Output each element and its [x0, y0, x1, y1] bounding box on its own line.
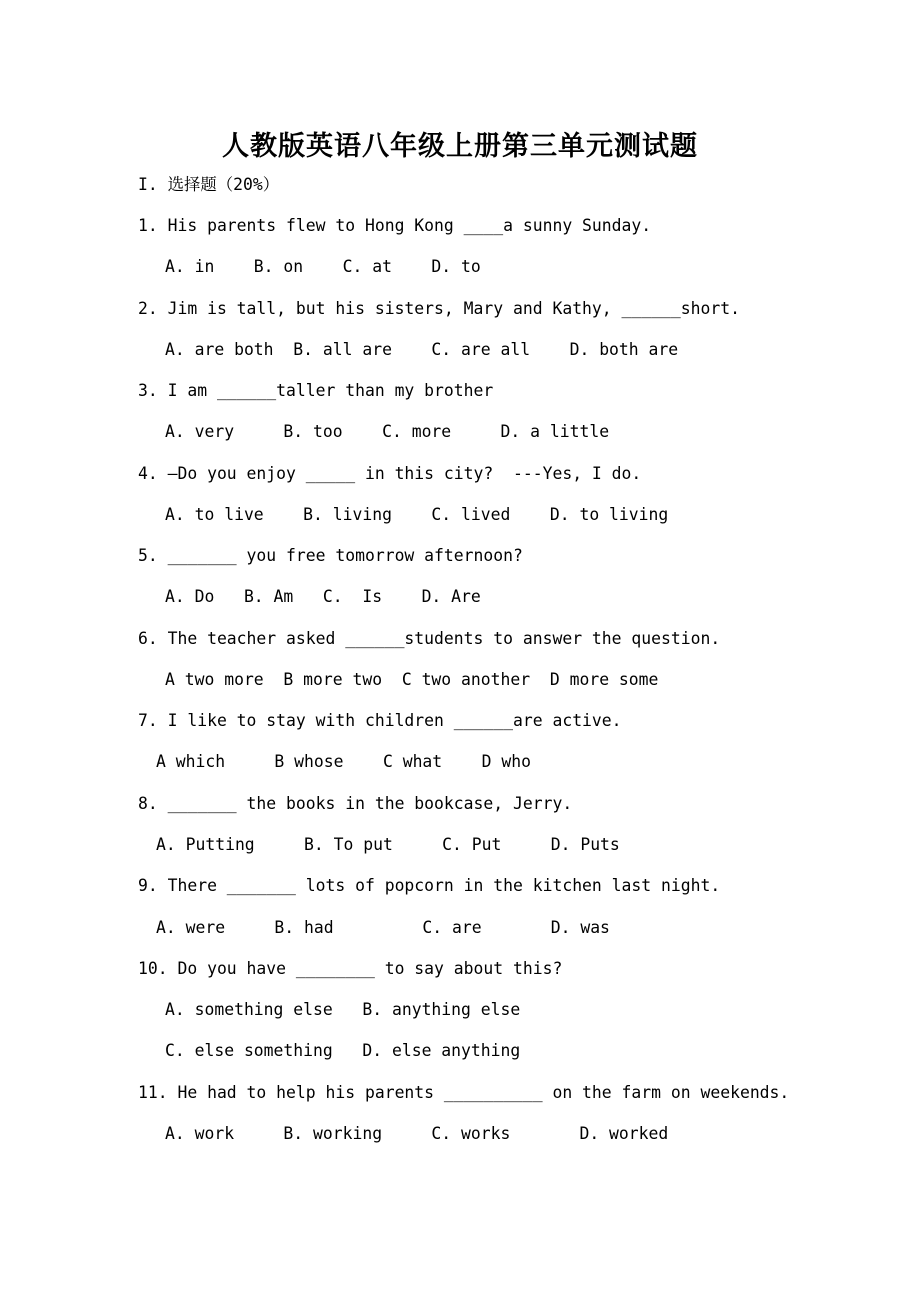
- options-2: A. are both B. all are C. are all D. both are: [165, 340, 679, 359]
- question-5: 5. _______ you free tomorrow afternoon?: [138, 546, 523, 565]
- question-8: 8. _______ the books in the bookcase, Jerry.: [138, 794, 573, 813]
- question-1: 1. His parents flew to Hong Kong ____a sunny Sunday.: [138, 216, 652, 235]
- options-10a: A. something else B. anything else: [165, 1000, 521, 1019]
- section-heading: I. 选择题（20%）: [138, 175, 280, 194]
- options-1: A. in B. on C. at D. to: [165, 257, 481, 276]
- question-4: 4. –Do you enjoy _____ in this city? ---Yes, I do.: [138, 464, 642, 483]
- question-11: 11. He had to help his parents __________ on the farm on weekends.: [138, 1083, 790, 1102]
- options-5: A. Do B. Am C. Is D. Are: [165, 587, 481, 606]
- options-11: A. work B. working C. works D. worked: [165, 1124, 669, 1143]
- options-8: A. Putting B. To put C. Put D. Puts: [156, 835, 620, 854]
- question-9: 9. There _______ lots of popcorn in the kitchen last night.: [138, 876, 721, 895]
- options-3: A. very B. too C. more D. a little: [165, 422, 610, 441]
- question-2: 2. Jim is tall, but his sisters, Mary and Kathy, ______short.: [138, 299, 740, 318]
- question-6: 6. The teacher asked ______students to answer the question.: [138, 629, 721, 648]
- question-10: 10. Do you have ________ to say about this?: [138, 959, 563, 978]
- options-6: A two more B more two C two another D more some: [165, 670, 659, 689]
- options-7: A which B whose C what D who: [156, 752, 531, 771]
- document-title: 人教版英语八年级上册第三单元测试题: [222, 131, 698, 162]
- options-10b: C. else something D. else anything: [165, 1041, 521, 1060]
- options-4: A. to live B. living C. lived D. to living: [165, 505, 669, 524]
- question-3: 3. I am ______taller than my brother: [138, 381, 494, 400]
- question-7: 7. I like to stay with children ______are active.: [138, 711, 622, 730]
- options-9: A. were B. had C. are D. was: [156, 918, 610, 937]
